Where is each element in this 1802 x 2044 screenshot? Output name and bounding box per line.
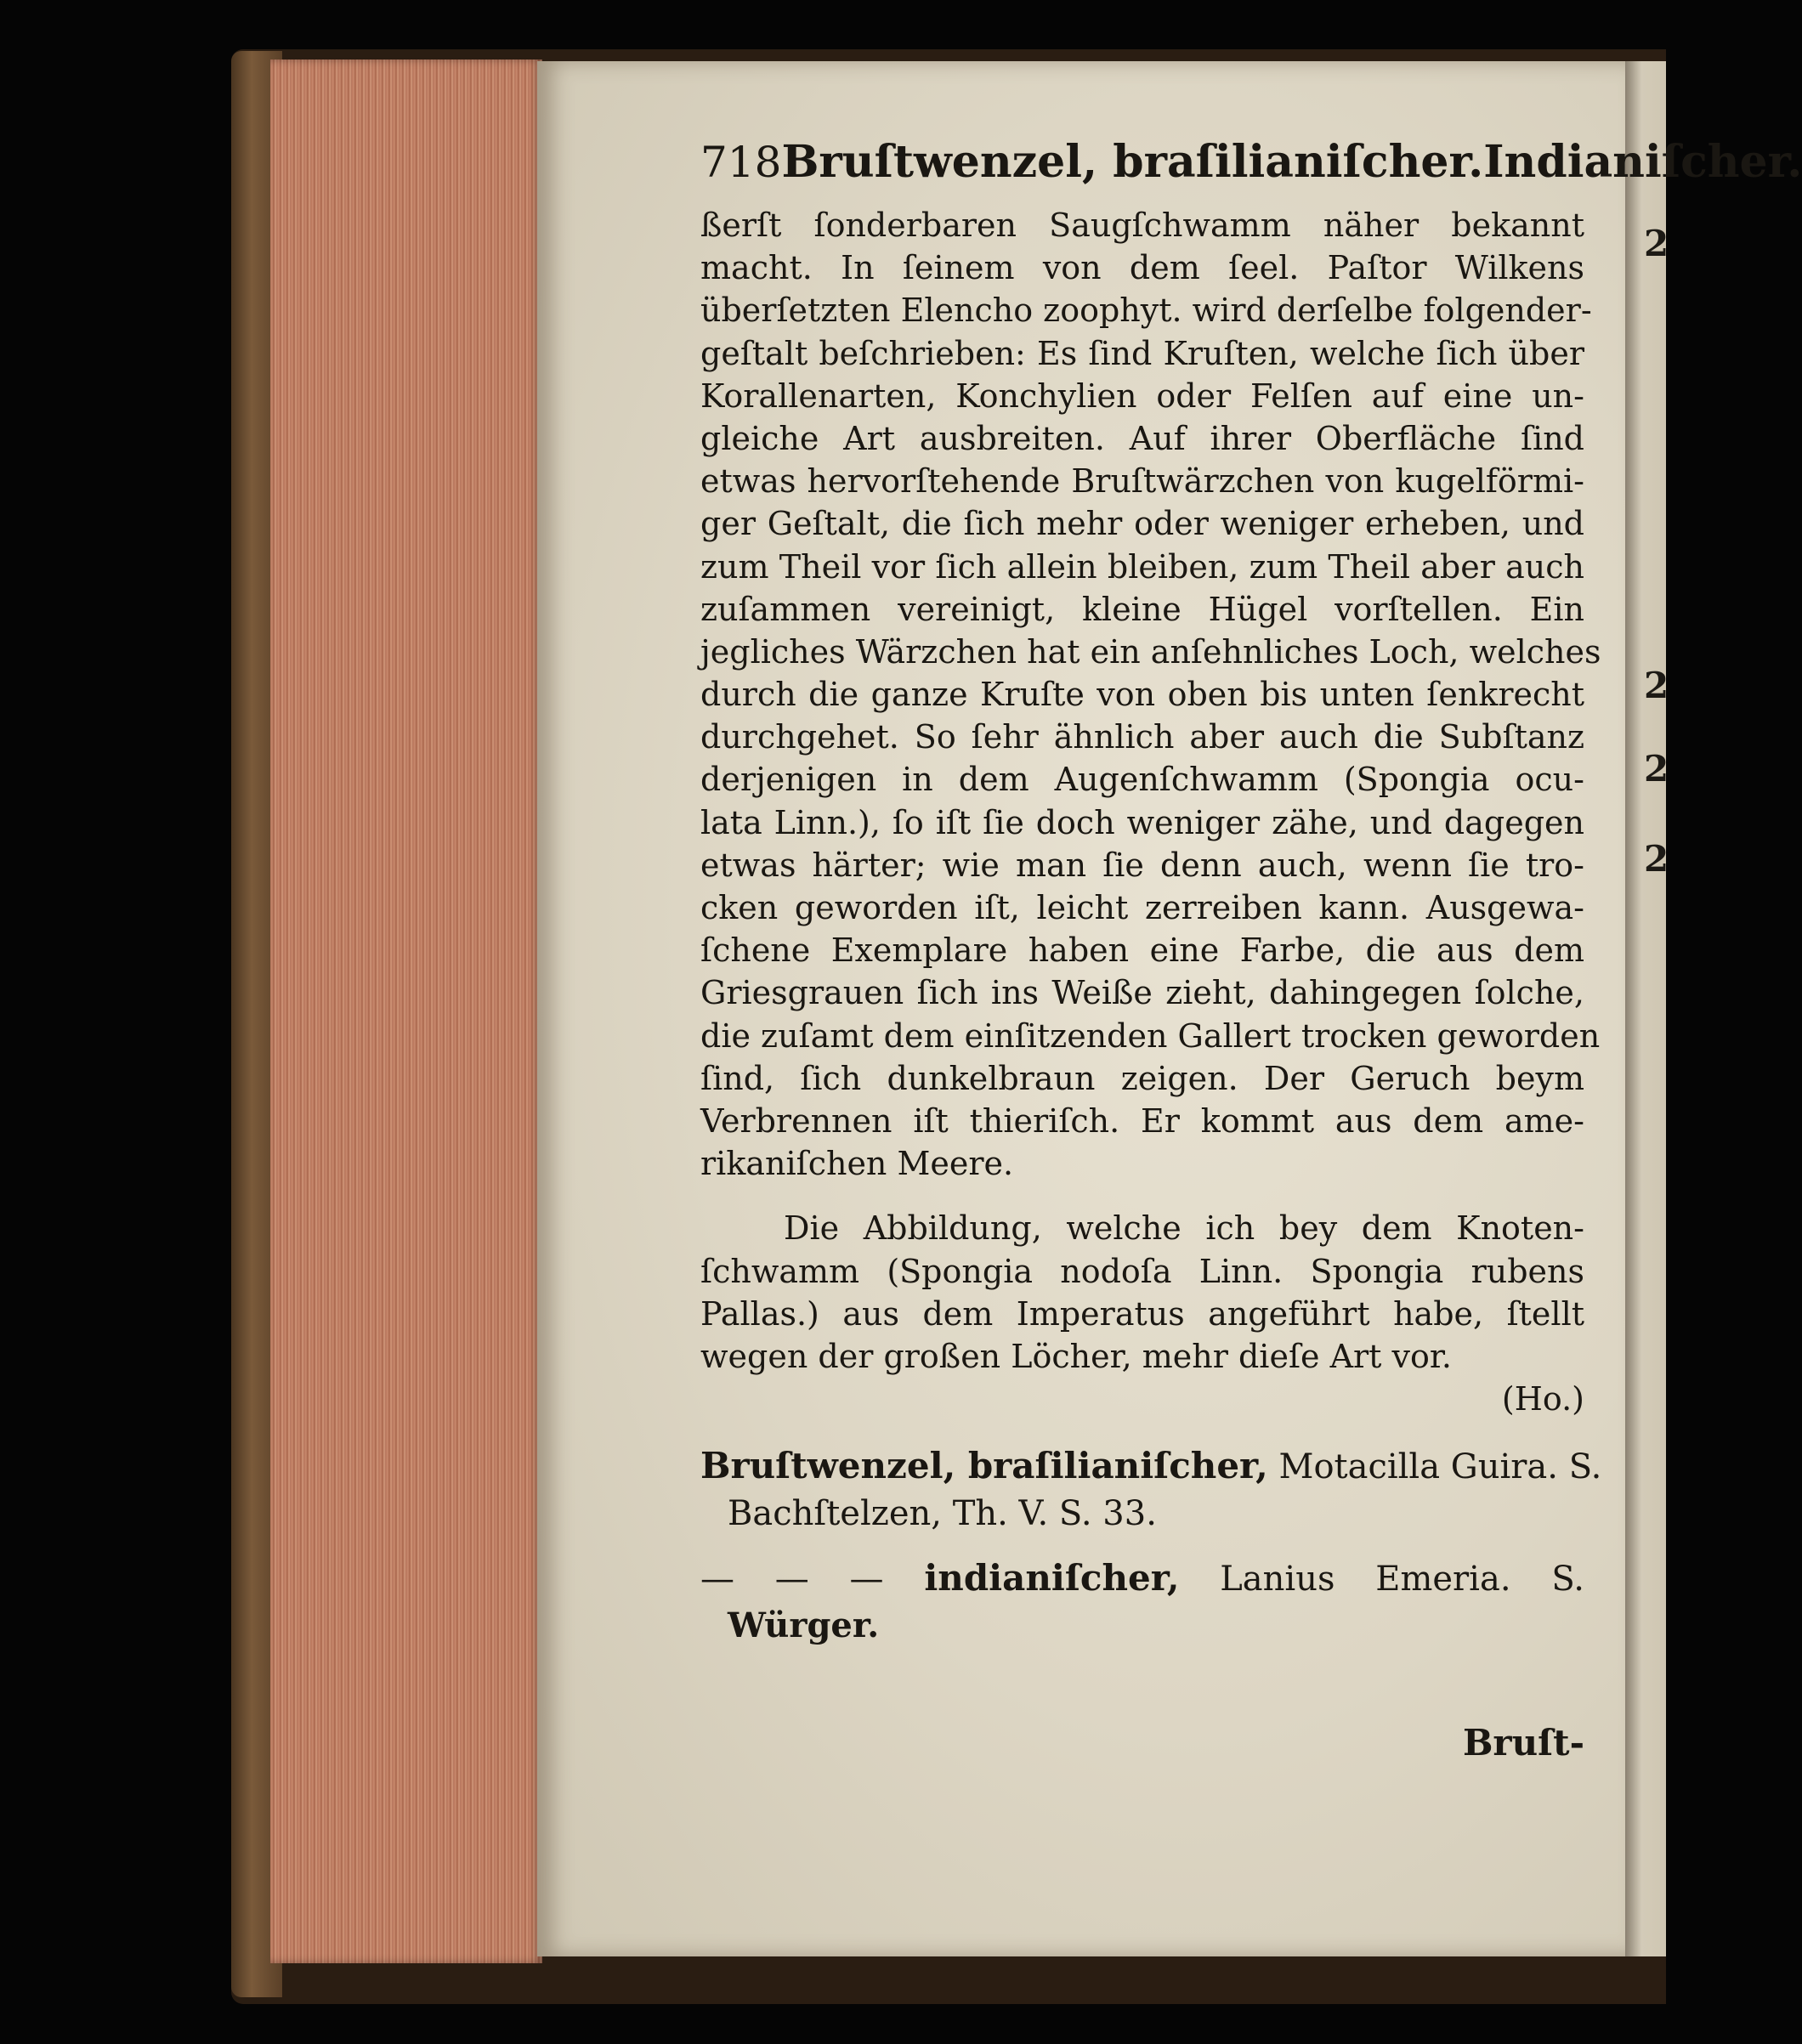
entry-headline xyxy=(700,1442,1602,1490)
text-line: die zuſamt dem einſitzenden Gallert trocken geworden xyxy=(700,1016,1601,1055)
second-paragraph xyxy=(700,1207,1584,1378)
facing-page-fragment: 2 xyxy=(1644,223,1669,264)
facing-page-fragment: 2 xyxy=(1644,665,1669,706)
running-head xyxy=(700,136,1802,204)
catchword: Bruſt- xyxy=(1462,1722,1584,1764)
entry-reference: Würger. xyxy=(728,1605,880,1646)
facing-page-fragment: 2 xyxy=(1644,748,1669,790)
entry-headline xyxy=(700,1554,1584,1602)
entry-see: S. xyxy=(1551,1560,1585,1600)
entry-latin: Lanius Emeria. xyxy=(1220,1560,1511,1600)
text-line: durchgehet. So ſehr ähnlich aber auch die Subſtanz xyxy=(700,718,1584,756)
text-line: Verbrennen iſt thieriſch. Er kommt aus dem ame- xyxy=(700,1101,1584,1140)
text-line: ſchwamm (Spongia nodoſa Linn. Spongia rubens xyxy=(700,1252,1584,1290)
entry-term: indianiſcher, xyxy=(924,1557,1180,1600)
text-line: jegliches Wärzchen hat ein anſehnliches Loch, welches xyxy=(700,632,1601,671)
running-head-left: Bruſtwenzel, braſilianiſcher. xyxy=(781,136,1484,188)
text-line: ßerſt ſonderbaren Saugſchwamm näher bekannt xyxy=(700,207,1584,244)
entry-term: Bruſtwenzel, braſilianiſcher, xyxy=(700,1445,1268,1487)
entry-dashes: — — — xyxy=(700,1560,884,1600)
author-signature: (Ho.) xyxy=(1501,1380,1584,1418)
text-line: rikaniſchen Meere. xyxy=(700,1145,1014,1183)
text-line: überſetzten Elencho zoophyt. wird derſelbe folgender- xyxy=(700,292,1592,330)
text-line: durch die ganze Kruſte von oben bis unten ſenkrecht xyxy=(700,676,1584,714)
text-line: etwas härter; wie man ſie denn auch, wenn ſie tro- xyxy=(700,846,1584,884)
text-line: geſtalt beſchrieben: Es ſind Kruſten, welche ſich über xyxy=(700,334,1584,372)
dictionary-entry xyxy=(700,1554,1584,1650)
text-line: Griesgrauen ſich ins Weiße zieht, dahingegen ſolche, xyxy=(700,974,1584,1012)
text-line: derjenigen in dem Augenſchwamm (Spongia ocu- xyxy=(700,761,1584,799)
dictionary-entry xyxy=(700,1442,1602,1537)
page-number: 718 xyxy=(700,138,782,187)
text-line: gleiche Art ausbreiten. Auf ihrer Oberfläche ſind xyxy=(700,419,1584,457)
facing-page-edge xyxy=(1625,61,1666,1956)
entry-see: S. xyxy=(1568,1447,1602,1487)
text-line: etwas hervorſtehende Bruſtwärzchen von kugelförmi- xyxy=(700,462,1584,501)
text-line: lata Linn.), ſo iſt ſie doch weniger zähe, und dagegen xyxy=(700,803,1584,841)
running-head-right: Indianiſcher. xyxy=(1483,136,1802,188)
text-line: zum Theil vor ſich allein bleiben, zum Theil aber auch xyxy=(700,547,1584,586)
entry-reference: Bachſtelzen, Th. V. S. 33. xyxy=(728,1494,1157,1534)
text-line: ger Geſtalt, die ſich mehr oder weniger erheben, und xyxy=(700,505,1584,543)
text-line: Korallenarten, Konchylien oder Felſen auf eine un- xyxy=(700,377,1584,415)
page-text xyxy=(700,136,1802,1650)
text-line: zuſammen vereinigt, kleine Hügel vorſtellen. Ein xyxy=(700,590,1584,628)
entry-latin: Motacilla Guira. xyxy=(1278,1447,1558,1487)
text-line: macht. In ſeinem von dem ſeel. Paſtor Wilkens xyxy=(700,249,1584,287)
facing-page-fragment: 2 xyxy=(1644,838,1669,880)
text-line: Pallas.) aus dem Imperatus angeführt habe, ſtellt xyxy=(700,1294,1584,1333)
text-line: Die Abbildung, welche ich bey dem Knoten- xyxy=(784,1209,1584,1248)
text-line: cken geworden iſt, leicht zerreiben kann. Ausgewa- xyxy=(700,889,1584,926)
text-line: wegen der großen Löcher, mehr dieſe Art vor. xyxy=(700,1337,1452,1375)
body-paragraph xyxy=(700,204,1601,1185)
page-edges xyxy=(270,59,542,1963)
text-line: ſchene Exemplare haben eine Farbe, die aus dem xyxy=(700,931,1584,970)
text-line: ſind, ſich dunkelbraun zeigen. Der Geruch beym xyxy=(700,1059,1584,1097)
